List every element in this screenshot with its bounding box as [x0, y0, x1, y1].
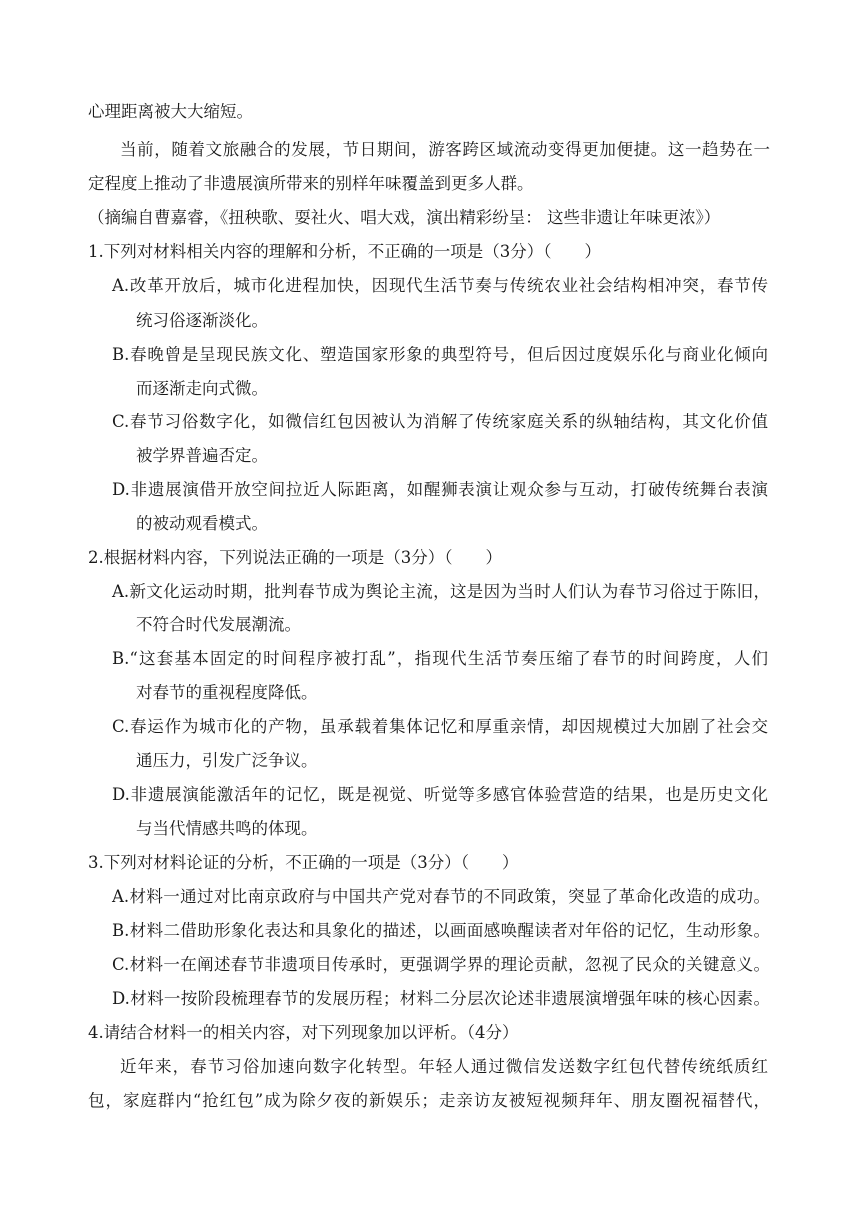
question-2-option-d: D.非遗展演能激活年的记忆，既是视觉、听觉等多感官体验营造的结果，也是历史文化: [112, 785, 768, 804]
question-4-stem: 4.请结合材料一的相关内容，对下列现象加以评析。（4分）: [88, 1023, 519, 1042]
question-1-option-c: C.春节习俗数字化，如微信红包因被认为消解了传统家庭关系的纵轴结构，其文化价值: [112, 412, 768, 431]
question-3-option-c: C.材料一在阐述春节非遗项目传承时，更强调学界的理论贡献，忽视了民众的关键意义。: [112, 955, 770, 974]
question-2-option-b: B.“这套基本固定的时间程序被打乱”，指现代生活节奏压缩了春节的时间跨度，人们: [112, 649, 768, 668]
question-3-stem: 3.下列对材料论证的分析，不正确的一项是（3分）（ ）: [88, 853, 519, 872]
question-1-option-c-cont: 被学界普遍否定。: [136, 446, 268, 465]
passage-paragraph-line: 定程度上推动了非遗展演所带来的别样年味覆盖到更多人群。: [88, 174, 534, 193]
question-2-option-a: A.新文化运动时期，批判春节成为舆论主流，这是因为当时人们认为春节习俗过于陈旧，: [112, 582, 770, 601]
question-1-option-a: A.改革开放后，城市化进程加快，因现代生活节奏与传统农业社会结构相冲突，春节传: [112, 276, 768, 295]
passage-source: （摘编自曹嘉睿，《扭秧歌、耍社火、唱大戏，演出精彩纷呈： 这些非遗让年味更浓》）: [88, 208, 721, 227]
question-2-option-a-cont: 不符合时代发展潮流。: [136, 615, 301, 634]
question-3-option-b: B.材料二借助形象化表达和具象化的描述，以画面感唤醒读者对年俗的记忆，生动形象。: [112, 921, 770, 940]
question-1-stem: 1.下列对材料相关内容的理解和分析，不正确的一项是（3分）（ ）: [88, 242, 601, 261]
question-1-option-a-cont: 统习俗逐渐淡化。: [136, 311, 268, 330]
question-3-option-d: D.材料一按阶段梳理春节的发展历程；材料二分层次论述非遗展演增强年味的核心因素。: [112, 989, 770, 1008]
question-1-option-d: D.非遗展演借开放空间拉近人际距离，如醒狮表演让观众参与互动，打破传统舞台表演: [112, 480, 768, 499]
question-2-option-d-cont: 与当代情感共鸣的体现。: [136, 819, 318, 838]
passage-line: 心理距离被大大缩短。: [88, 102, 253, 121]
question-1-option-d-cont: 的被动观看模式。: [136, 514, 268, 533]
question-1-option-b-cont: 而逐渐走向式微。: [136, 379, 268, 398]
question-3-option-a: A.材料一通过对比南京政府与中国共产党对春节的不同政策，突显了革命化改造的成功。: [112, 887, 770, 906]
question-1-option-b: B.春晚曾是呈现民族文化、塑造国家形象的典型符号，但后因过度娱乐化与商业化倾向: [112, 345, 768, 364]
question-2-option-b-cont: 对春节的重视程度降低。: [136, 683, 318, 702]
question-2-option-c: C.春运作为城市化的产物，虽承载着集体记忆和厚重亲情，却因规模过大加剧了社会交: [112, 717, 768, 736]
passage-paragraph-line: 当前，随着文旅融合的发展，节日期间，游客跨区域流动变得更加便捷。这一趋势在一: [120, 140, 770, 159]
question-2-option-c-cont: 通压力，引发广泛争议。: [136, 751, 318, 770]
question-4-material-line: 近年来，春节习俗加速向数字化转型。年轻人通过微信发送数字红包代替传统纸质红: [120, 1057, 768, 1076]
question-2-stem: 2.根据材料内容，下列说法正确的一项是（3分）（ ）: [88, 548, 502, 567]
question-4-material-line: 包，家庭群内“抢红包”成为除夕夜的新娱乐；走亲访友被短视频拜年、朋友圈祝福替代，: [88, 1091, 770, 1110]
